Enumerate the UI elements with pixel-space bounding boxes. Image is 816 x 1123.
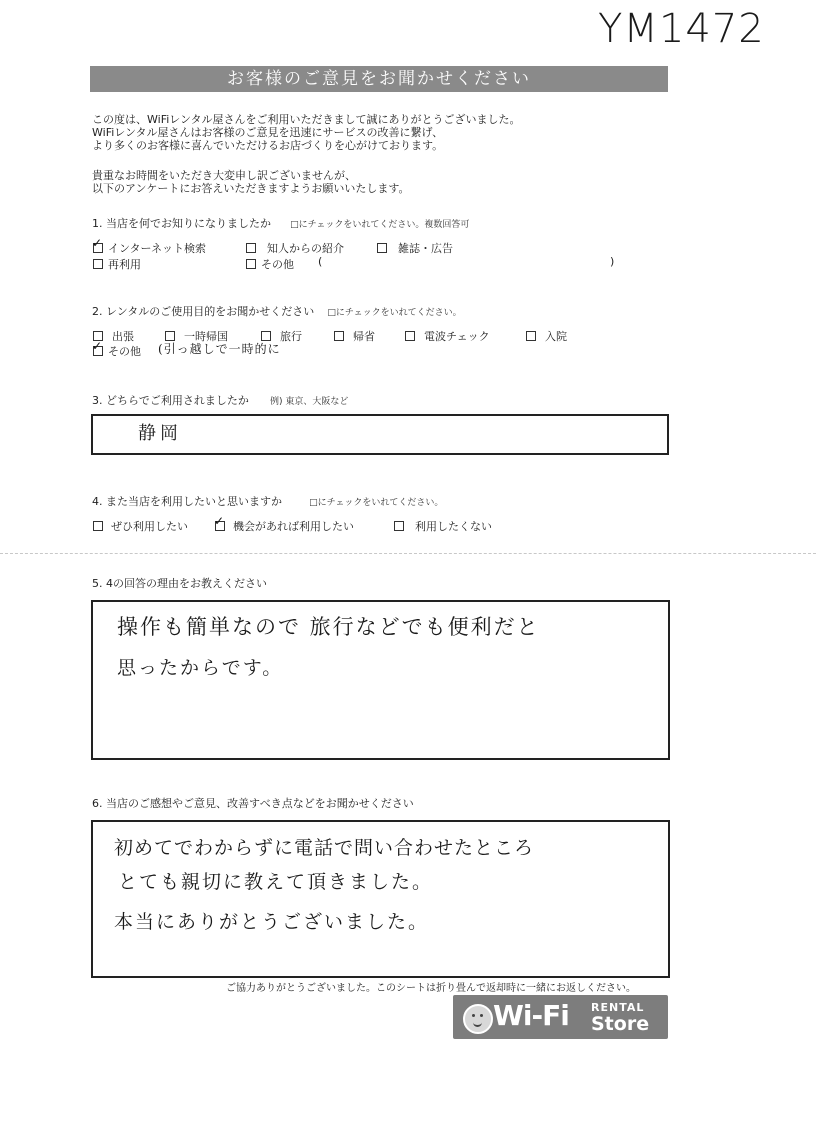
option-label: 入院 [545, 330, 567, 343]
q1-other-open-paren: ( [318, 255, 323, 268]
q2-section [92, 300, 672, 319]
option-label: ぜひ利用したい [111, 520, 188, 533]
q1-label: 1. 当店を何でお知りになりましたか [92, 217, 271, 230]
logo-rental-text: RENTAL [591, 1001, 645, 1014]
intro-line: この度は、WiFiレンタル屋さんをご利用いただきまして誠にありがとうございました。 [92, 113, 521, 126]
check-mark-icon: ✓ [92, 339, 103, 353]
logo-wifi-text: Wi-Fi [493, 999, 569, 1032]
intro-line: 以下のアンケートにお答えいただきますようお願いいたします。 [92, 182, 410, 195]
q1-option-reuse[interactable] [93, 256, 141, 272]
q3-section [92, 389, 672, 408]
q1-option-friend[interactable] [246, 240, 344, 256]
option-label: 知人からの紹介 [267, 242, 344, 255]
q1-note: □にチェックをいれてください。複数回答可 [290, 220, 470, 230]
q4-option-definitely[interactable] [93, 518, 188, 534]
checkbox[interactable] [405, 331, 415, 341]
q2-label: 2. レンタルのご使用目的をお聞かせください [92, 305, 315, 318]
option-label: 出張 [112, 330, 134, 343]
q5-handwritten-line: 思ったからです。 [117, 657, 284, 679]
option-label: 機会があれば利用したい [233, 520, 354, 533]
check-mark-icon: ✓ [92, 236, 103, 250]
option-label: その他 [108, 345, 141, 358]
option-label: 雑誌・広告 [398, 242, 453, 255]
option-label: 一時帰国 [184, 330, 228, 343]
check-mark-icon: ✓ [214, 514, 225, 528]
q2-option-other[interactable] [92, 339, 141, 359]
q3-handwritten-answer: 静岡 [138, 423, 182, 444]
q4-label: 4. また当店を利用したいと思いますか [92, 495, 282, 508]
q4-section [92, 490, 672, 509]
page-title: お客様のご意見をお聞かせください [90, 66, 668, 92]
q2-option-hospital[interactable] [526, 328, 567, 344]
checkbox[interactable] [394, 521, 404, 531]
footer-thanks: ご協力ありがとうございました。このシートは折り畳んで返却時に一緒にお返しください。 [226, 983, 636, 994]
wifi-rental-store-logo [453, 995, 668, 1039]
checkbox[interactable] [93, 521, 103, 531]
option-label: 利用したくない [415, 520, 492, 533]
q2-note: □にチェックをいれてください。 [327, 308, 462, 318]
intro-line: より多くのお客様に喜んでいただけるお店づくりを心がけております。 [92, 139, 444, 152]
intro-line: WiFiレンタル屋さんはお客様のご意見を迅速にサービスの改善に繋げ、 [92, 126, 444, 139]
q3-example: 例) 東京、大阪など [269, 397, 349, 407]
checkbox[interactable] [246, 259, 256, 269]
q3-label: 3. どちらでご利用されましたか [92, 394, 249, 407]
checkbox[interactable] [334, 331, 344, 341]
q6-label: 6. 当店のご感想やご意見、改善すべき点などをお聞かせください [92, 797, 414, 810]
option-label: その他 [261, 258, 294, 271]
q6-handwritten-line: 本当にありがとうございました。 [114, 911, 430, 933]
q4-option-not-again[interactable] [394, 518, 492, 534]
intro-line: 貴重なお時間をいただき大変申し訳ございませんが、 [92, 169, 356, 182]
q1-option-internet[interactable] [92, 236, 207, 256]
checkbox[interactable] [377, 243, 387, 253]
handwritten-stamp: YM1472 [598, 6, 765, 52]
q6-handwritten-line: とても親切に教えて頂きました。 [118, 871, 434, 893]
q1-option-other[interactable] [246, 256, 294, 272]
q2-option-signal-check[interactable] [405, 328, 490, 344]
fold-line [0, 553, 816, 554]
q4-option-if-chance[interactable] [214, 514, 354, 534]
intro-text [92, 113, 521, 152]
q2-other-handwritten-answer: (引っ越しで一時的に [158, 342, 281, 356]
intro-text-request [92, 169, 409, 195]
q1-section [92, 212, 672, 231]
q5-label: 5. 4の回答の理由をお教えください [92, 577, 267, 590]
option-label: インターネット検索 [108, 242, 207, 255]
logo-store-text: Store [591, 1013, 650, 1035]
q2-option-homecoming[interactable] [334, 328, 375, 344]
q4-note: □にチェックをいれてください。 [309, 498, 444, 508]
option-label: 帰省 [353, 330, 375, 343]
q1-other-close-paren: ) [610, 255, 615, 268]
checkbox[interactable] [246, 243, 256, 253]
mascot-icon [463, 1004, 493, 1034]
checkbox[interactable] [93, 259, 103, 269]
checkbox[interactable] [526, 331, 536, 341]
option-label: 電波チェック [424, 330, 490, 343]
option-label: 旅行 [280, 330, 302, 343]
q1-option-magazine[interactable] [377, 240, 453, 256]
option-label: 再利用 [108, 258, 141, 271]
q6-handwritten-line: 初めてでわからずに電話で問い合わせたところ [114, 837, 535, 859]
q5-handwritten-line: 操作も簡単なので 旅行などでも便利だと [117, 615, 540, 639]
